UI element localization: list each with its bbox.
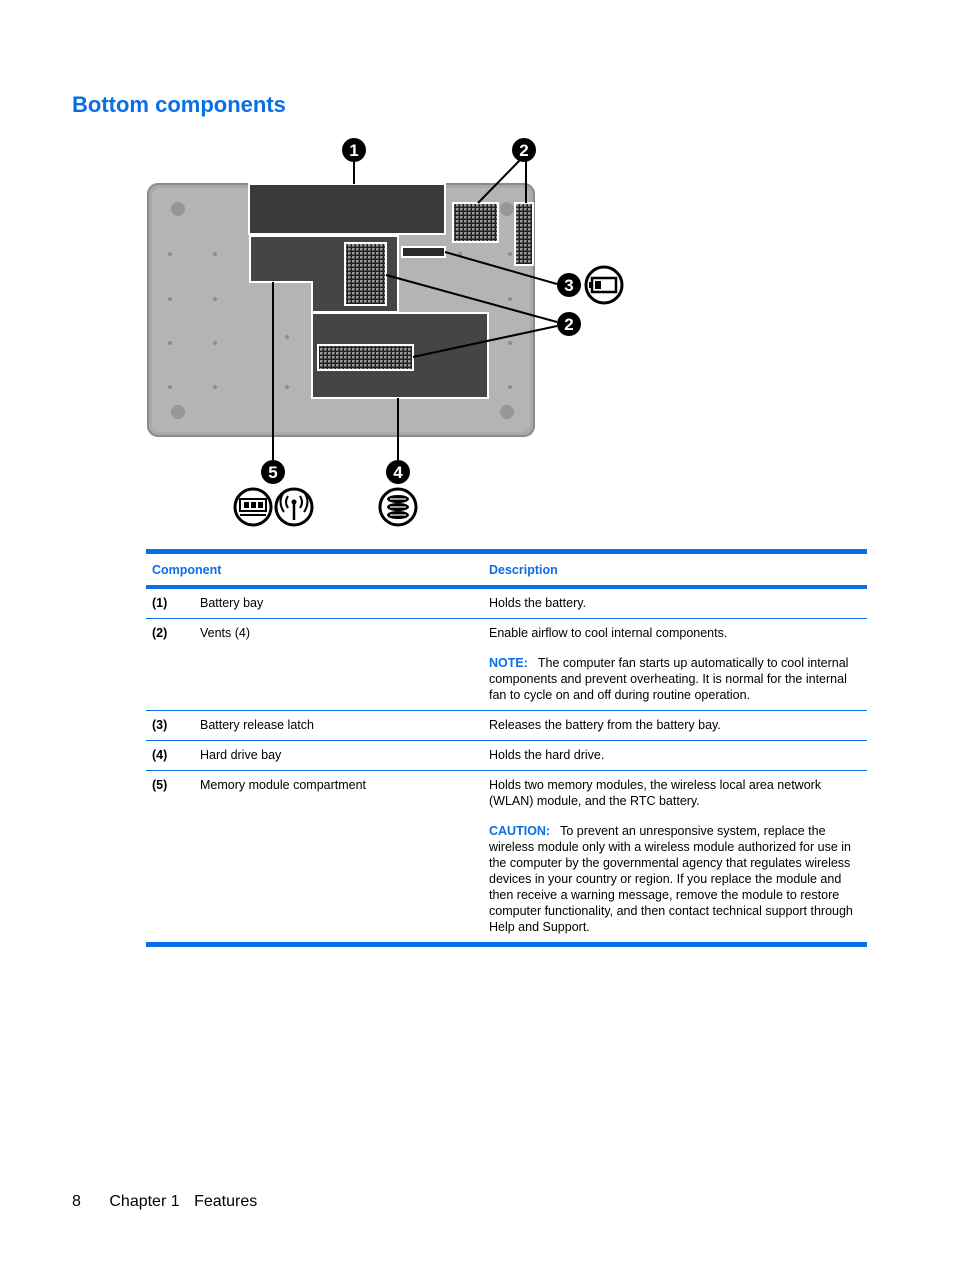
- foot-icon: [171, 405, 185, 419]
- note-text: The computer fan starts up automatically to cool internal components and prevent overheating. It is normal for the internal fan to cycle on and off during routine operation.: [489, 656, 849, 702]
- row-number: (4): [152, 748, 168, 762]
- column-header-description: Description: [489, 562, 558, 577]
- caution: [489, 823, 861, 935]
- callout-2: [512, 138, 536, 162]
- component-description: Holds the battery.: [489, 596, 587, 610]
- vent: [453, 203, 498, 242]
- chapter-label: Chapter 1: [109, 1193, 180, 1210]
- svg-text:2: 2: [564, 315, 574, 334]
- component-description: Holds two memory modules, the wireless local area network (WLAN) module, and the RTC battery. CAUTION: To prevent an unresponsive system, replace the wireless module only with a wireless module authorized for use in the computer by the governmental agency that regulates wireless devices in your country or region. If you replace the module and then receive a warning message, remove the module to restore computer functionality, and then contact technical support through Help and Support.: [489, 777, 867, 935]
- callout-4: [386, 460, 410, 484]
- table-row: [146, 710, 867, 740]
- component-name: Vents (4): [200, 626, 251, 640]
- note: [489, 655, 861, 703]
- svg-text:3: 3: [564, 276, 574, 295]
- svg-text:2: 2: [519, 141, 529, 160]
- note-label: NOTE:: [489, 656, 528, 670]
- row-number: (5): [152, 778, 168, 792]
- page-number: 8: [72, 1193, 81, 1210]
- table-row: [146, 588, 867, 618]
- components-table: [146, 549, 867, 947]
- foot-icon: [500, 202, 514, 216]
- callout-2b: [557, 312, 581, 336]
- table-row: [146, 770, 867, 942]
- vent: [318, 345, 413, 370]
- laptop-bottom-illustration: [140, 132, 640, 532]
- foot-icon: [500, 405, 514, 419]
- section-label: Features: [194, 1193, 258, 1210]
- page-footer: [72, 1193, 257, 1211]
- vent: [515, 203, 533, 265]
- battery-icon: [586, 267, 622, 303]
- component-description: Holds the hard drive.: [489, 748, 605, 762]
- component-name: Memory module compartment: [200, 778, 367, 792]
- battery-bay: [249, 184, 445, 234]
- component-name: Battery bay: [200, 596, 264, 610]
- component-description: Releases the battery from the battery bay.: [489, 718, 721, 732]
- component-name: Battery release latch: [200, 718, 314, 732]
- callout-3: [557, 273, 581, 297]
- hard-drive-icon: [380, 489, 416, 525]
- svg-text:1: 1: [349, 141, 359, 160]
- table-row: [146, 740, 867, 770]
- column-header-component: Component: [152, 562, 222, 577]
- table-header: [146, 554, 867, 588]
- caution-label: CAUTION:: [489, 824, 551, 838]
- svg-text:5: 5: [268, 463, 278, 482]
- row-number: (1): [152, 596, 168, 610]
- svg-text:4: 4: [393, 463, 403, 482]
- wireless-icon: [276, 489, 312, 525]
- foot-icon: [171, 202, 185, 216]
- table-row: [146, 618, 867, 710]
- vent: [345, 243, 386, 305]
- page-title: Bottom components: [72, 92, 286, 117]
- row-number: (3): [152, 718, 168, 732]
- battery-release-latch: [402, 247, 445, 257]
- callout-1: [342, 138, 366, 162]
- memory-module-icon: [235, 489, 271, 525]
- component-description: Enable airflow to cool internal components. NOTE: The computer fan starts up automatically to cool internal components and prevent overheating. It is normal for the internal fan to cycle on and off during routine operation.: [489, 625, 867, 703]
- callout-5: [261, 460, 285, 484]
- component-name: Hard drive bay: [200, 748, 282, 762]
- caution-text: To prevent an unresponsive system, replace the wireless module only with a wireless module authorized for use in the computer by the governmental agency that regulates wireless devices in your country or region. If you replace the module and then receive a warning message, remove the module to restore computer functionality, and then contact technical support through Help and Support.: [489, 824, 853, 934]
- row-number: (2): [152, 626, 168, 640]
